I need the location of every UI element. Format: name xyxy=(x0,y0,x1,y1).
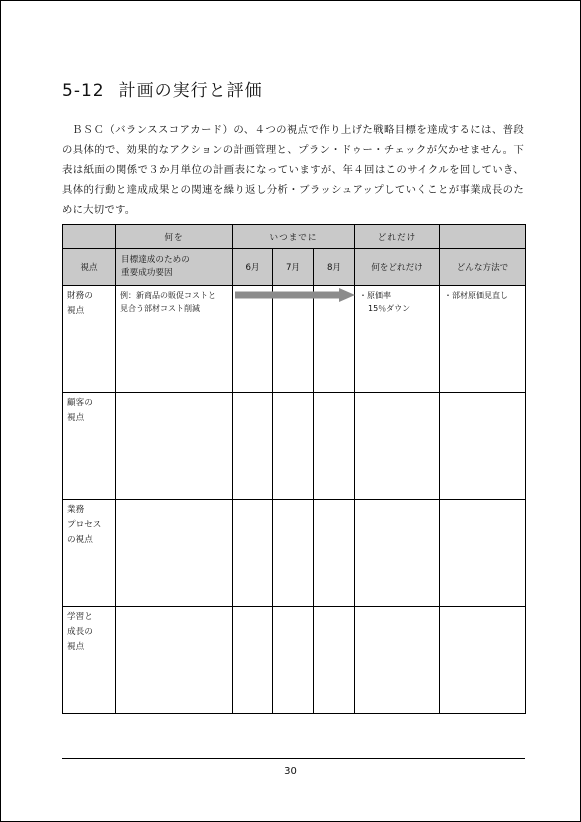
col-june: 6月 xyxy=(233,249,273,286)
header-by-when: いつまでに xyxy=(233,225,355,249)
row-july-cell xyxy=(273,500,314,607)
row-july-cell xyxy=(273,607,314,714)
row-july-cell xyxy=(273,393,314,500)
row-perspective-cell xyxy=(63,607,116,714)
target-line-1: ・原価率 xyxy=(359,291,391,300)
target-line-2: 15％ダウン xyxy=(368,304,411,313)
row-csf: 例：新商品の販促コストと 見合う部材コスト削減 xyxy=(120,291,216,313)
row-perspective: 学習と 成長の 視点 xyxy=(67,612,93,652)
header-what: 何を xyxy=(116,225,233,249)
table-row xyxy=(63,500,526,607)
row-target-cell xyxy=(355,393,440,500)
row-perspective: 財務の 視点 xyxy=(67,291,93,316)
col-csf: 目標達成のための 重要成功要因 xyxy=(116,249,233,286)
row-perspective: 業務 プロセス の視点 xyxy=(67,505,102,545)
row-method-cell xyxy=(440,607,526,714)
row-csf-cell xyxy=(116,286,233,393)
row-perspective: 顧客の 視点 xyxy=(67,398,93,423)
row-perspective-cell xyxy=(63,500,116,607)
row-csf-cell xyxy=(116,393,233,500)
row-august-cell xyxy=(314,393,355,500)
row-target-cell xyxy=(355,286,440,393)
row-target-cell xyxy=(355,500,440,607)
page-number: 30 xyxy=(284,766,297,777)
table-row xyxy=(63,393,526,500)
header-how-much: どれだけ xyxy=(355,225,440,249)
row-csf-cell xyxy=(116,500,233,607)
schedule-arrow-shape xyxy=(235,288,355,302)
row-method-cell xyxy=(440,500,526,607)
row-august-cell xyxy=(314,607,355,714)
section-heading xyxy=(62,76,263,101)
col-july: 7月 xyxy=(273,249,314,286)
col-august: 8月 xyxy=(314,249,355,286)
header-empty-cell xyxy=(63,225,116,249)
row-target xyxy=(355,286,439,318)
table-row xyxy=(63,607,526,714)
row-august-cell xyxy=(314,500,355,607)
row-june-cell xyxy=(233,607,273,714)
row-perspective-cell xyxy=(63,393,116,500)
col-method: どんな方法で xyxy=(440,249,526,286)
header-column-row xyxy=(63,249,526,286)
row-target-cell xyxy=(355,607,440,714)
col-perspective: 視点 xyxy=(63,249,116,286)
row-june-cell xyxy=(233,393,273,500)
row-june-cell xyxy=(233,500,273,607)
section-title: 計画の実行と評価 xyxy=(118,81,263,101)
row-method: ・部材原価見直し xyxy=(444,291,508,300)
row-csf-cell xyxy=(116,607,233,714)
section-number: 5-12 xyxy=(62,81,105,101)
row-method-cell xyxy=(440,393,526,500)
header-group-row xyxy=(63,225,526,249)
header-empty-cell-2 xyxy=(440,225,526,249)
col-target: 何をどれだけ xyxy=(355,249,440,286)
footer-divider xyxy=(62,758,525,759)
row-method-cell xyxy=(440,286,526,393)
intro-paragraph: ＢＳＣ（バランススコアカード）の、４つの視点で作り上げた戦略目標を達成するには、普段の具体的で、効果的なアクションの計画管理と、プラン・ドゥー・チェックが欠かせません。下表は紙面の関係で３か月単位の計画表になっていますが、年４回はこのサイクルを回していき、具体的行動と達成成果との関連を繰り返し分析・ブラッシュアップしていくことが事業成長のために大切です。 xyxy=(62,124,524,216)
row-perspective-cell xyxy=(63,286,116,393)
schedule-arrow-icon xyxy=(235,288,355,302)
